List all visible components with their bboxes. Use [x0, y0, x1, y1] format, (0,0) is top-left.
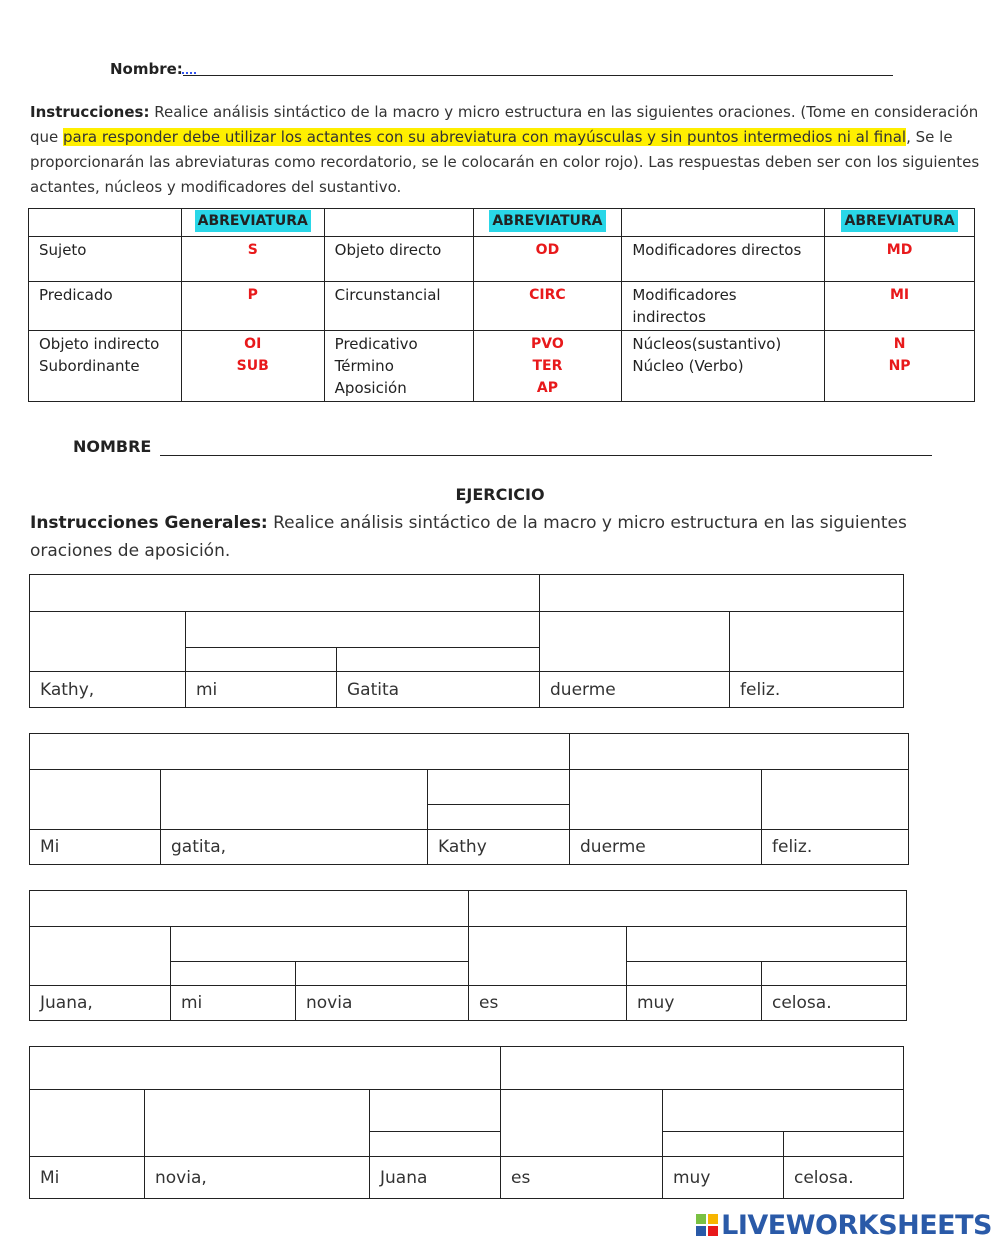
- answer-cell[interactable]: [627, 962, 762, 986]
- word-cell: es: [469, 986, 627, 1021]
- word-cell: Kathy: [428, 830, 570, 865]
- answer-cell[interactable]: [30, 1090, 145, 1157]
- word-cell: muy: [663, 1157, 784, 1199]
- name-cursor-mark: [182, 72, 196, 74]
- word-cell: gatita,: [161, 830, 428, 865]
- answer-cell[interactable]: [30, 770, 161, 830]
- abbreviation-header-3: ABREVIATURA: [825, 209, 975, 237]
- abbr-cell: OI SUB: [181, 331, 324, 402]
- answer-cell[interactable]: [540, 575, 904, 612]
- instructions-label: Instrucciones:: [30, 103, 150, 121]
- answer-cell[interactable]: [469, 891, 907, 927]
- exercise-table-1: [29, 574, 904, 708]
- abbr-cell: OD: [473, 237, 622, 282]
- term-cell: Modificadores directos: [622, 237, 825, 282]
- word-cell: Mi: [30, 830, 161, 865]
- word-cell: Juana,: [30, 986, 171, 1021]
- answer-cell[interactable]: [730, 612, 904, 672]
- header-empty-cell: [622, 209, 825, 237]
- answer-cell[interactable]: [30, 927, 171, 986]
- answer-cell[interactable]: [663, 1090, 904, 1132]
- logo-text: LIVEWORKSHEETS: [721, 1210, 992, 1241]
- abbreviation-row: [29, 331, 975, 402]
- word-cell: duerme: [540, 672, 730, 708]
- word-cell: muy: [627, 986, 762, 1021]
- term-cell: Núcleos(sustantivo) Núcleo (Verbo): [622, 331, 825, 402]
- abbreviation-header-row: [29, 209, 975, 237]
- answer-cell[interactable]: [370, 1090, 501, 1132]
- abbreviation-header-1: ABREVIATURA: [181, 209, 324, 237]
- name-label-2: NOMBRE: [73, 437, 152, 456]
- term-cell: Objeto directo: [324, 237, 473, 282]
- word-cell: mi: [186, 672, 337, 708]
- answer-cell[interactable]: [171, 962, 296, 986]
- name-input-line[interactable]: [183, 75, 893, 76]
- word-cell: novia: [296, 986, 469, 1021]
- header-empty-cell: [324, 209, 473, 237]
- answer-cell[interactable]: [186, 648, 337, 672]
- liveworksheets-logo: [696, 1210, 992, 1241]
- general-instructions: [30, 509, 910, 565]
- exercise-title: EJERCICIO: [455, 485, 545, 504]
- header-empty-cell: [29, 209, 182, 237]
- answer-cell[interactable]: [501, 1090, 663, 1157]
- word-cell: Juana: [370, 1157, 501, 1199]
- general-instructions-text: Realice análisis sintáctico de la macro y micro estructura en las siguientes oraciones de aposición.: [30, 513, 907, 561]
- answer-cell[interactable]: [570, 770, 762, 830]
- answer-cell[interactable]: [30, 891, 469, 927]
- name-input-line-2[interactable]: [160, 455, 932, 456]
- answer-cell[interactable]: [627, 927, 907, 962]
- general-instructions-label: Instrucciones Generales:: [30, 513, 268, 533]
- abbr-cell: P: [181, 282, 324, 331]
- word-cell: mi: [171, 986, 296, 1021]
- abbr-cell: S: [181, 237, 324, 282]
- instructions-text-2: , Se le proporcionarán las abreviaturas como recordatorio, se le colocarán en color rojo). Las respuestas deben ser con los siguientes actantes, núcleos y modificadores del sustantivo.: [30, 128, 980, 196]
- answer-cell[interactable]: [784, 1132, 904, 1157]
- term-cell: Objeto indirecto Subordinante: [29, 331, 182, 402]
- answer-cell[interactable]: [30, 612, 186, 672]
- term-cell: Circunstancial: [324, 282, 473, 331]
- abbreviation-row: [29, 282, 975, 331]
- answer-cell[interactable]: [428, 770, 570, 805]
- answer-cell[interactable]: [501, 1047, 904, 1090]
- term-cell: Modificadores indirectos: [622, 282, 825, 331]
- word-cell: es: [501, 1157, 663, 1199]
- answer-cell[interactable]: [30, 734, 570, 770]
- abbr-cell: N NP: [825, 331, 975, 402]
- word-cell: feliz.: [730, 672, 904, 708]
- answer-cell[interactable]: [30, 575, 540, 612]
- word-cell: Kathy,: [30, 672, 186, 708]
- abbr-cell: MD: [825, 237, 975, 282]
- answer-cell[interactable]: [161, 770, 428, 830]
- word-cell: celosa.: [784, 1157, 904, 1199]
- abbreviation-row: [29, 237, 975, 282]
- exercise-table-4: [29, 1046, 904, 1199]
- abbr-cell: MI: [825, 282, 975, 331]
- answer-cell[interactable]: [540, 612, 730, 672]
- answer-cell[interactable]: [663, 1132, 784, 1157]
- term-cell: Predicado: [29, 282, 182, 331]
- word-cell: Mi: [30, 1157, 145, 1199]
- answer-cell[interactable]: [30, 1047, 501, 1090]
- instructions-text-1: Realice análisis sintáctico de la macro y micro estructura en las siguientes oraciones. (Tome en consideración que: [30, 103, 979, 146]
- abbr-cell: PVO TER AP: [473, 331, 622, 402]
- instructions: [30, 100, 980, 200]
- term-cell: Predicativo Término Aposición: [324, 331, 473, 402]
- answer-cell[interactable]: [186, 612, 540, 648]
- abbreviation-table: [28, 208, 975, 402]
- answer-cell[interactable]: [370, 1132, 501, 1157]
- abbreviation-header-2: ABREVIATURA: [473, 209, 622, 237]
- answer-cell[interactable]: [762, 770, 909, 830]
- answer-cell[interactable]: [570, 734, 909, 770]
- answer-cell[interactable]: [762, 962, 907, 986]
- word-cell: feliz.: [762, 830, 909, 865]
- answer-cell[interactable]: [469, 927, 627, 986]
- answer-cell[interactable]: [337, 648, 540, 672]
- answer-cell[interactable]: [171, 927, 469, 962]
- word-cell: novia,: [145, 1157, 370, 1199]
- word-cell: duerme: [570, 830, 762, 865]
- answer-cell[interactable]: [145, 1090, 370, 1157]
- word-cell: celosa.: [762, 986, 907, 1021]
- abbr-cell: CIRC: [473, 282, 622, 331]
- exercise-table-2: [29, 733, 909, 865]
- exercise-table-3: [29, 890, 907, 1021]
- blocks-icon: [696, 1214, 718, 1236]
- word-cell: Gatita: [337, 672, 540, 708]
- instructions-highlight: para responder debe utilizar los actantes con su abreviatura con mayúsculas y sin puntos intermedios ni al final: [63, 128, 907, 146]
- answer-cell[interactable]: [296, 962, 469, 986]
- name-label: Nombre:: [110, 60, 183, 78]
- answer-cell[interactable]: [428, 805, 570, 830]
- term-cell: Sujeto: [29, 237, 182, 282]
